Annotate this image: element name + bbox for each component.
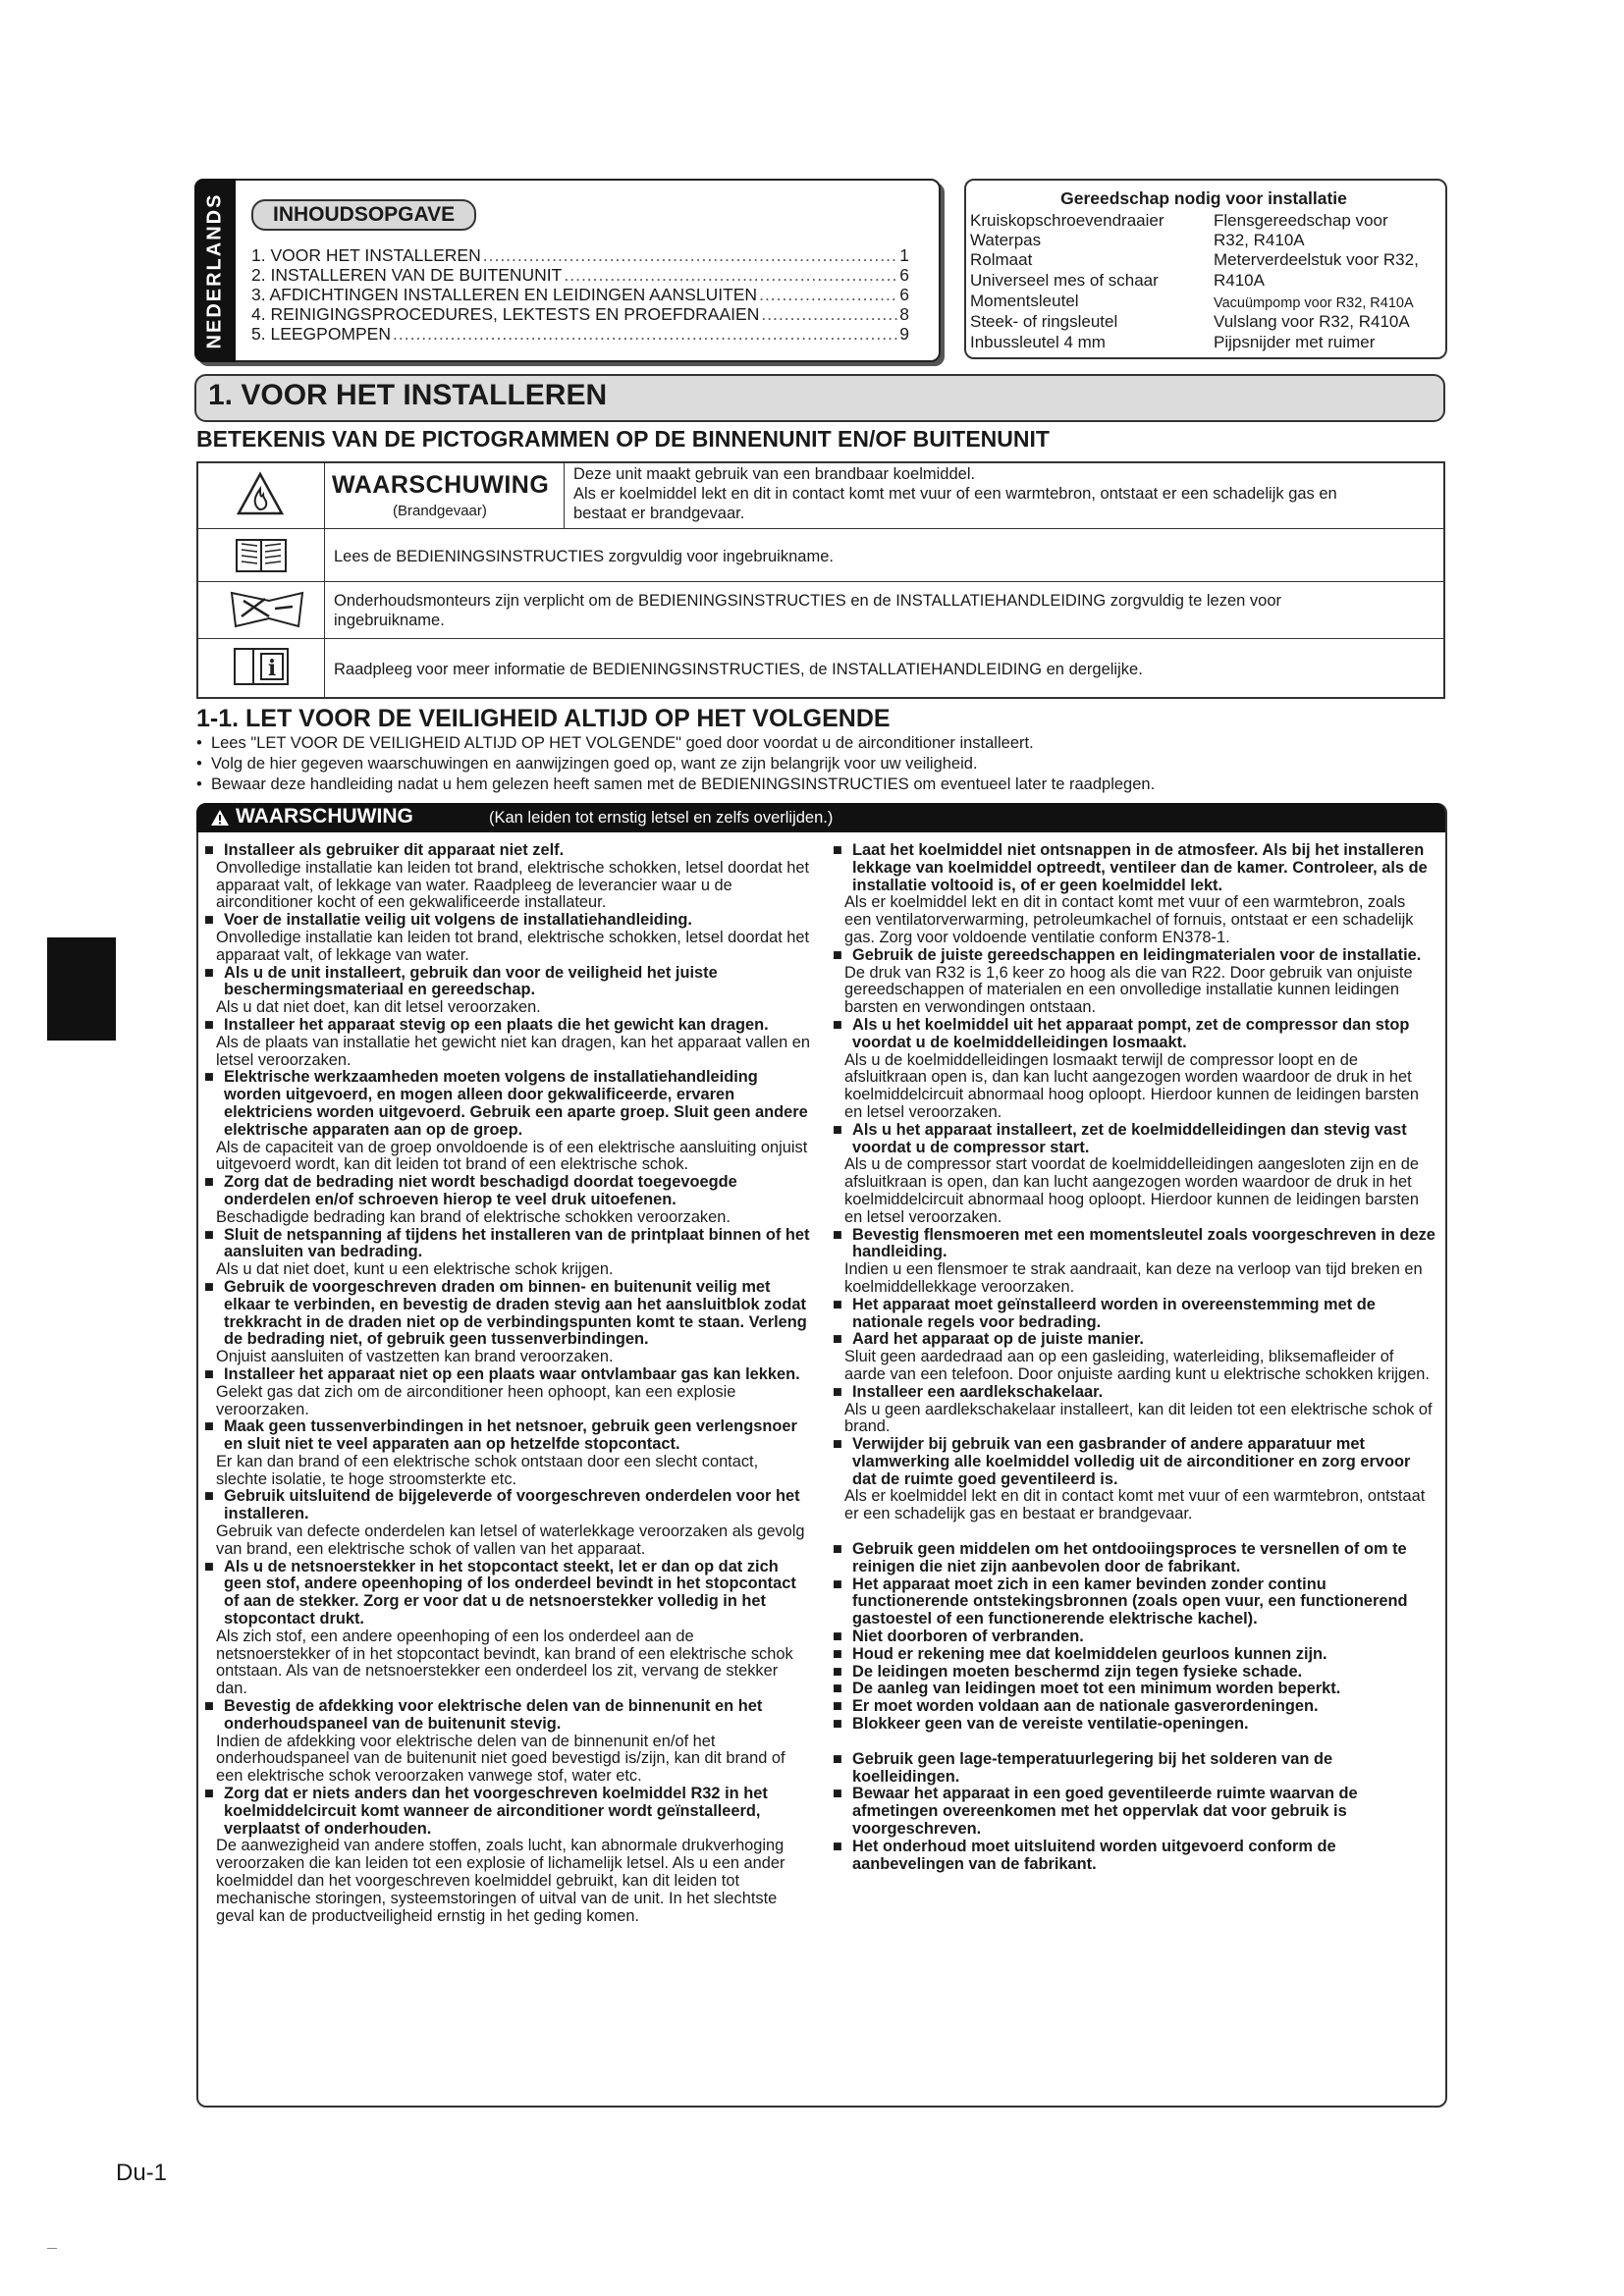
warning-item-heading: ■ Als u het koelmiddel uit het apparaat pompt, zet de compressor dan stop voordat u de koelmiddelleidingen losmaakt.: [833, 1017, 1435, 1052]
warning-item-heading: ■ Houd er rekening mee dat koelmiddelen geurloos kunnen zijn.: [833, 1646, 1435, 1664]
tool-item: Flensgereedschap voor: [1214, 211, 1388, 230]
warning-item-heading: ■ Het onderhoud moet uitsluitend worden uitgevoerd conform de aanbevelingen van de fabrikant.: [833, 1839, 1435, 1874]
warning-item-text: Als er koelmiddel lekt en dit in contact komt met vuur of een warmtebron, ontstaat er een schadelijk gas en bestaat er brandgevaar.: [844, 1487, 1426, 1523]
warning-left-column: [204, 842, 811, 1925]
safety-heading: 1-1. LET VOOR DE VEILIGHEID ALTIJD OP HET VOLGENDE: [196, 705, 891, 732]
warning-item-heading: ■ Voer de installatie veilig uit volgens de installatiehandleiding.: [204, 912, 811, 930]
tool-item: Pijpsnijder met ruimer: [1214, 333, 1376, 351]
warning-item-heading: ■ Installeer een aardlekschakelaar.: [833, 1384, 1435, 1402]
language-tab: [194, 179, 236, 362]
footer-mark: [47, 2248, 57, 2249]
warning-item-text: Onjuist aansluiten of vastzetten kan brand veroorzaken.: [216, 1348, 614, 1366]
warning-item-text: Als u geen aardlekschakelaar installeert, kan dit leiden tot een elektrische schok of brand.: [844, 1400, 1433, 1436]
warning-item-heading: ■ Niet doorboren of verbranden.: [833, 1629, 1435, 1646]
tool-item: Kruiskopschroevendraaier: [970, 211, 1164, 230]
warning-item-text: Er kan dan brand of een elektrische schok ontstaan door een slecht contact, slechte isolatie, te hoge stroomsterkte etc.: [216, 1452, 759, 1488]
pictogram-warning-text: Deze unit maakt gebruik van een brandbaar koelmiddel.: [573, 465, 976, 483]
warning-item-text: Als u dat niet doet, kan dit letsel veroorzaken.: [216, 998, 541, 1017]
toc-title: INHOUDSOPGAVE: [251, 199, 476, 231]
warning-header-title: WAARSCHUWING: [236, 805, 413, 828]
warning-item-text: Indien de afdekking voor elektrische delen van de binnenunit en/of het onderhoudspaneel van de buitenunit niet goed bevestigd is/zijn, kan dit brand of een elektrische schok veroorzaken vanwege stof, water etc.: [216, 1732, 785, 1786]
tool-item: Inbussleutel 4 mm: [970, 333, 1106, 351]
pictogram-warning-sub: (Brandgevaar): [393, 503, 487, 519]
page-number: Du-1: [116, 2160, 168, 2186]
language-tab-label: NEDERLANDS: [203, 192, 226, 348]
table-divider: [324, 461, 325, 697]
warning-item-heading: ■ Sluit de netspanning af tijdens het installeren van de printplaat binnen of het aansluiten van bedrading.: [204, 1227, 811, 1262]
table-divider: [564, 461, 565, 528]
section-subtitle: BETEKENIS VAN DE PICTOGRAMMEN OP DE BINNENUNIT EN/OF BUITENUNIT: [196, 426, 1050, 452]
tool-item: Momentsleutel: [970, 292, 1079, 310]
warning-item-text: Indien u een flensmoer te strak aandraait, kan deze na verloop van tijd breken en koelmiddellekkage veroorzaken.: [844, 1260, 1423, 1296]
warning-item-text: Als u dat niet doet, kunt u een elektrische schok krijgen.: [216, 1260, 614, 1279]
tool-item: Meterverdeelstuk voor R32,: [1214, 250, 1419, 269]
warning-item-heading: ■ Als u het apparaat installeert, zet de koelmiddelleidingen dan stevig vast voordat u de compressor start.: [833, 1122, 1435, 1157]
tool-item: Vulslang voor R32, R410A: [1214, 312, 1410, 331]
warning-right-column: [833, 842, 1435, 1873]
warning-item-heading: ■ Bevestig de afdekking voor elektrische delen van de binnenunit en het onderhoudspaneel van de buitenunit stevig.: [204, 1698, 811, 1734]
warning-item-text: Als u de koelmiddelleidingen losmaakt terwijl de compressor loopt en de afsluitkraan open is, dan kan lucht aangezogen worden waardoor de druk in het koelmiddelcircuit abnormaal hoog oploopt. Hierdoor kunnen de leidingen barsten en letsel veroorzaken.: [844, 1050, 1419, 1121]
warning-item-text: Onvolledige installatie kan leiden tot brand, elektrische schokken, letsel doordat het apparaat valt, of lekkage van water.: [216, 928, 810, 964]
safety-bullet: • Bewaar deze handleiding nadat u hem gelezen heeft samen met de BEDIENINGSINSTRUCTIES om eventueel later te raadplegen.: [196, 775, 1156, 793]
warning-item-text: Onvolledige installatie kan leiden tot brand, elektrische schokken, letsel doordat het apparaat valt, of lekkage van water. Raadpleeg de leverancier waar u de airconditioner kocht of een gekwalificeerde installateur.: [216, 858, 810, 912]
side-marker-block: [47, 937, 116, 1041]
warning-item-heading: ■ De aanleg van leidingen moet tot een minimum worden beperkt.: [833, 1681, 1435, 1698]
warning-item-heading: ■ Verwijder bij gebruik van een gasbrander of andere apparatuur met vlamwerking alle koelmiddel volledig uit de airconditioner en zorg ervoor dat de ruimte goed geventileerd is.: [833, 1436, 1435, 1488]
tool-item: Vacuümpomp voor R32, R410A: [1214, 295, 1414, 311]
warning-item-heading: ■ Zorg dat de bedrading niet wordt beschadigd doordat toegevoegde onderdelen en/of schroeven hierop te veel druk uitoefenen.: [204, 1174, 811, 1209]
svg-text:i: i: [267, 656, 277, 681]
book-icon: [234, 536, 289, 575]
table-divider: [196, 581, 1443, 582]
warning-item-heading: ■ Laat het koelmiddel niet ontsnappen in de atmosfeer. Als bij het installeren lekkage van koelmiddel optreedt, ventileer dan de kamer. Controleer, als de installatie voltooid is, of er geen koelmiddel lekt.: [833, 842, 1435, 894]
flame-warning-icon: [236, 471, 285, 516]
warning-item-heading: ■ Gebruik geen lage-temperatuurlegering bij het solderen van de koelleidingen.: [833, 1751, 1435, 1787]
warning-item-text: Sluit geen aardedraad aan op een gasleiding, waterleiding, bliksemafleider of aarde van een telefoon. Door onjuiste aarding kunt u elektrische schokken krijgen.: [844, 1348, 1430, 1383]
tool-item: Waterpas: [970, 231, 1042, 249]
warning-item-heading: ■ Blokkeer geen van de vereiste ventilatie-openingen.: [833, 1716, 1435, 1734]
warning-item-text: Gelekt gas dat zich om de airconditioner heen ophoopt, kan een explosie veroorzaken.: [216, 1382, 736, 1418]
warning-item-heading: ■ Aard het apparaat op de juiste manier.: [833, 1331, 1435, 1349]
safety-bullet: • Volg de hier gegeven waarschuwingen en aanwijzingen goed op, want ze zijn belangrijk voor uw veiligheid.: [196, 755, 978, 773]
tool-item: Universeel mes of schaar: [970, 271, 1159, 290]
toc-item[interactable]: 4. REINIGINGSPROCEDURES, LEKTESTS EN PROEFDRAAIEN ..... 8: [251, 304, 909, 324]
pictogram-row-text: Onderhoudsmonteurs zijn verplicht om de BEDIENINGSINSTRUCTIES en de INSTALLATIEHANDLEIDING zorgvuldig te lezen voor: [334, 592, 1282, 610]
warning-item-heading: ■ Als u de unit installeert, gebruik dan voor de veiligheid het juiste beschermingsmateriaal en gereedschap.: [204, 965, 811, 1000]
warning-item-text: Beschadigde bedrading kan brand of elektrische schokken veroorzaken.: [216, 1207, 731, 1226]
warning-header-subtitle: (Kan leiden tot ernstig letsel en zelfs overlijden.): [489, 809, 834, 827]
warning-item-heading: ■ Er moet worden voldaan aan de nationale gasverordeningen.: [833, 1698, 1435, 1716]
pictogram-warning-text: Als er koelmiddel lekt en dit in contact komt met vuur of een warmtebron, ontstaat er een schadelijk gas en: [573, 485, 1337, 503]
warning-item-heading: ■ Installeer het apparaat niet op een plaats waar ontvlambaar gas kan lekken.: [204, 1366, 811, 1384]
warning-item-heading: ■ Het apparaat moet zich in een kamer bevinden zonder continu functionerende ontstekingsbronnen (zoals open vuur, een functionerend gastoestel of een functionerende elektrische kachel).: [833, 1576, 1435, 1629]
tool-item: Rolmaat: [970, 250, 1033, 269]
warning-item-heading: ■ Bevestig flensmoeren met een momentsleutel zoals voorgeschreven in deze handleiding.: [833, 1227, 1435, 1262]
warning-item-heading: ■ Het apparaat moet geïnstalleerd worden in overeenstemming met de nationale regels voor bedrading.: [833, 1297, 1435, 1332]
pictogram-row-text: Raadpleeg voor meer informatie de BEDIENINGSINSTRUCTIES, de INSTALLATIEHANDLEIDING en dergelijke.: [334, 661, 1143, 678]
toc-item[interactable]: 5. LEEGPOMPEN ..... 9: [251, 324, 909, 344]
pictogram-warning-text: bestaat er brandgevaar.: [573, 505, 745, 522]
toc-item[interactable]: 3. AFDICHTINGEN INSTALLEREN EN LEIDINGEN AANSLUITEN ..... 6: [251, 285, 909, 304]
warning-item-text: Als u de compressor start voordat de koelmiddelleidingen aangesloten zijn en de afsluitkraan is open, dan kan lucht aangezogen worden waardoor de druk in het koelmiddelcircuit abnormaal hoog oploopt. Hierdoor kunnen de leidingen barsten en letsel veroorzaken.: [844, 1155, 1419, 1226]
table-divider: [196, 528, 1443, 529]
tool-item: R32, R410A: [1214, 231, 1305, 249]
warning-item-heading: ■ Installeer het apparaat stevig op een plaats die het gewicht kan dragen.: [204, 1017, 811, 1035]
paragraph-gap: [833, 1523, 1435, 1541]
paragraph-gap: [833, 1734, 1435, 1751]
warning-item-heading: ■ Gebruik uitsluitend de bijgeleverde of voorgeschreven onderdelen voor het installeren.: [204, 1488, 811, 1523]
warning-triangle-icon: [210, 809, 230, 827]
warning-item-heading: ■ De leidingen moeten beschermd zijn tegen fysieke schade.: [833, 1664, 1435, 1682]
warning-item-heading: ■ Installeer als gebruiker dit apparaat niet zelf.: [204, 842, 811, 860]
warning-item-text: Gebruik van defecte onderdelen kan letsel of waterlekkage veroorzaken als gevolg van brand, een elektrische schok of vallen van het apparaat.: [216, 1522, 805, 1558]
warning-item-text: Als de capaciteit van de groep onvoldoende is of een elektrische aansluiting onjuist uitgevoerd wordt, kan dit leiden tot brand of een elektrische schok.: [216, 1138, 808, 1174]
warning-item-heading: ■ Elektrische werkzaamheden moeten volgens de installatiehandleiding worden uitgevoerd, en mogen alleen door gekwalificeerde, ervaren elektriciens worden uitgevoerd. Gebruik een aparte groep. Sluit geen andere elektrische apparaten aan op de groep.: [204, 1069, 811, 1139]
warning-item-text: Als er koelmiddel lekt en dit in contact komt met vuur of een warmtebron, zoals een ventilatorverwarming, petroleumkachel of fornuis, ontstaat er een schadelijk gas. Zorg voor voldoende ventilatie conform EN378-1.: [844, 893, 1414, 946]
info-manual-icon: [232, 644, 291, 689]
warning-item-heading: ■ Gebruik de juiste gereedschappen en leidingmaterialen voor de installatie.: [833, 947, 1435, 965]
tool-item: R410A: [1214, 271, 1265, 290]
warning-item-heading: ■ Zorg dat er niets anders dan het voorgeschreven koelmiddel R32 in het koelmiddelcircuit komt wanneer de airconditioner wordt geïnstalleerd, verplaatst of onderhouden.: [204, 1786, 811, 1838]
warning-item-text: Als de plaats van installatie het gewicht niet kan dragen, kan het apparaat vallen en letsel veroorzaken.: [216, 1033, 811, 1069]
table-divider: [196, 638, 1443, 639]
service-manual-icon: [226, 587, 308, 632]
warning-item-text: Als zich stof, een andere opeenhoping of een los onderdeel aan de netsnoerstekker of in het stopcontact bevindt, kan brand of een elektrische schok ontstaan. Als van de netsnoerstekker een onderdeel los zit, vervang de stekker dan.: [216, 1627, 793, 1698]
safety-bullet: • Lees "LET VOOR DE VEILIGHEID ALTIJD OP HET VOLGENDE" goed door voordat u de airconditioner installeert.: [196, 734, 1034, 752]
warning-item-text: De aanwezigheid van andere stoffen, zoals lucht, kan abnormale drukverhoging veroorzaken die kan leiden tot een explosie of lichamelijk letsel. Als u een ander koelmiddel dan het voorgeschreven koelmiddel gebruikt, kan dit leiden tot mechanische storingen, systeemstoringen of uitval van de unit. In het slechtste geval kan de productveiligheid ernstig in het geding komen.: [216, 1837, 785, 1925]
section-title: 1. VOOR HET INSTALLEREN: [208, 379, 608, 411]
warning-item-heading: ■ Gebruik de voorgeschreven draden om binnen- en buitenunit veilig met elkaar te verbinden, en bevestig de draden stevig aan het aansluitblok zodat trekkracht in de draden niet op de verbindingspunten komt te staan. Verleng de bedrading niet, of gebruik geen tussenverbindingen.: [204, 1279, 811, 1349]
toc-item[interactable]: 2. INSTALLEREN VAN DE BUITENUNIT ..... 6: [251, 265, 909, 285]
pictogram-warning-label: WAARSCHUWING: [332, 471, 550, 499]
warning-item-text: De druk van R32 is 1,6 keer zo hoog als die van R22. Door gebruik van onjuiste gereedschappen of materialen en een onvolledige installatie kunnen leidingen barsten en verwondingen ontstaan.: [844, 963, 1413, 1017]
warning-item-heading: ■ Gebruik geen middelen om het ontdooiingsproces te versnellen of om te reinigen die niet zijn aanbevolen door de fabrikant.: [833, 1541, 1435, 1576]
pictogram-row-text: Lees de BEDIENINGSINSTRUCTIES zorgvuldig voor ingebruikname.: [334, 548, 834, 565]
toc-item[interactable]: 1. VOOR HET INSTALLEREN ..... 1: [251, 245, 909, 265]
pictogram-row-text: ingebruikname.: [334, 612, 445, 629]
warning-item-heading: ■ Bewaar het apparaat in een goed geventileerde ruimte waarvan de afmetingen overeenkomen met het oppervlak dat voor gebruik is voorgeschreven.: [833, 1786, 1435, 1838]
warning-item-heading: ■ Als u de netsnoerstekker in het stopcontact steekt, let er dan op dat zich geen stof, andere opeenhoping of los onderdeel bevindt in het stopcontact of aan de stekker. Zorg er voor dat u de netsnoerstekker volledig in het stopcontact drukt.: [204, 1559, 811, 1629]
warning-item-heading: ■ Maak geen tussenverbindingen in het netsnoer, gebruik geen verlengsnoer en sluit niet te veel apparaten aan op hetzelfde stopcontact.: [204, 1418, 811, 1454]
tool-item: Steek- of ringsleutel: [970, 312, 1118, 331]
tools-title: Gereedschap nodig voor installatie: [1060, 188, 1347, 208]
